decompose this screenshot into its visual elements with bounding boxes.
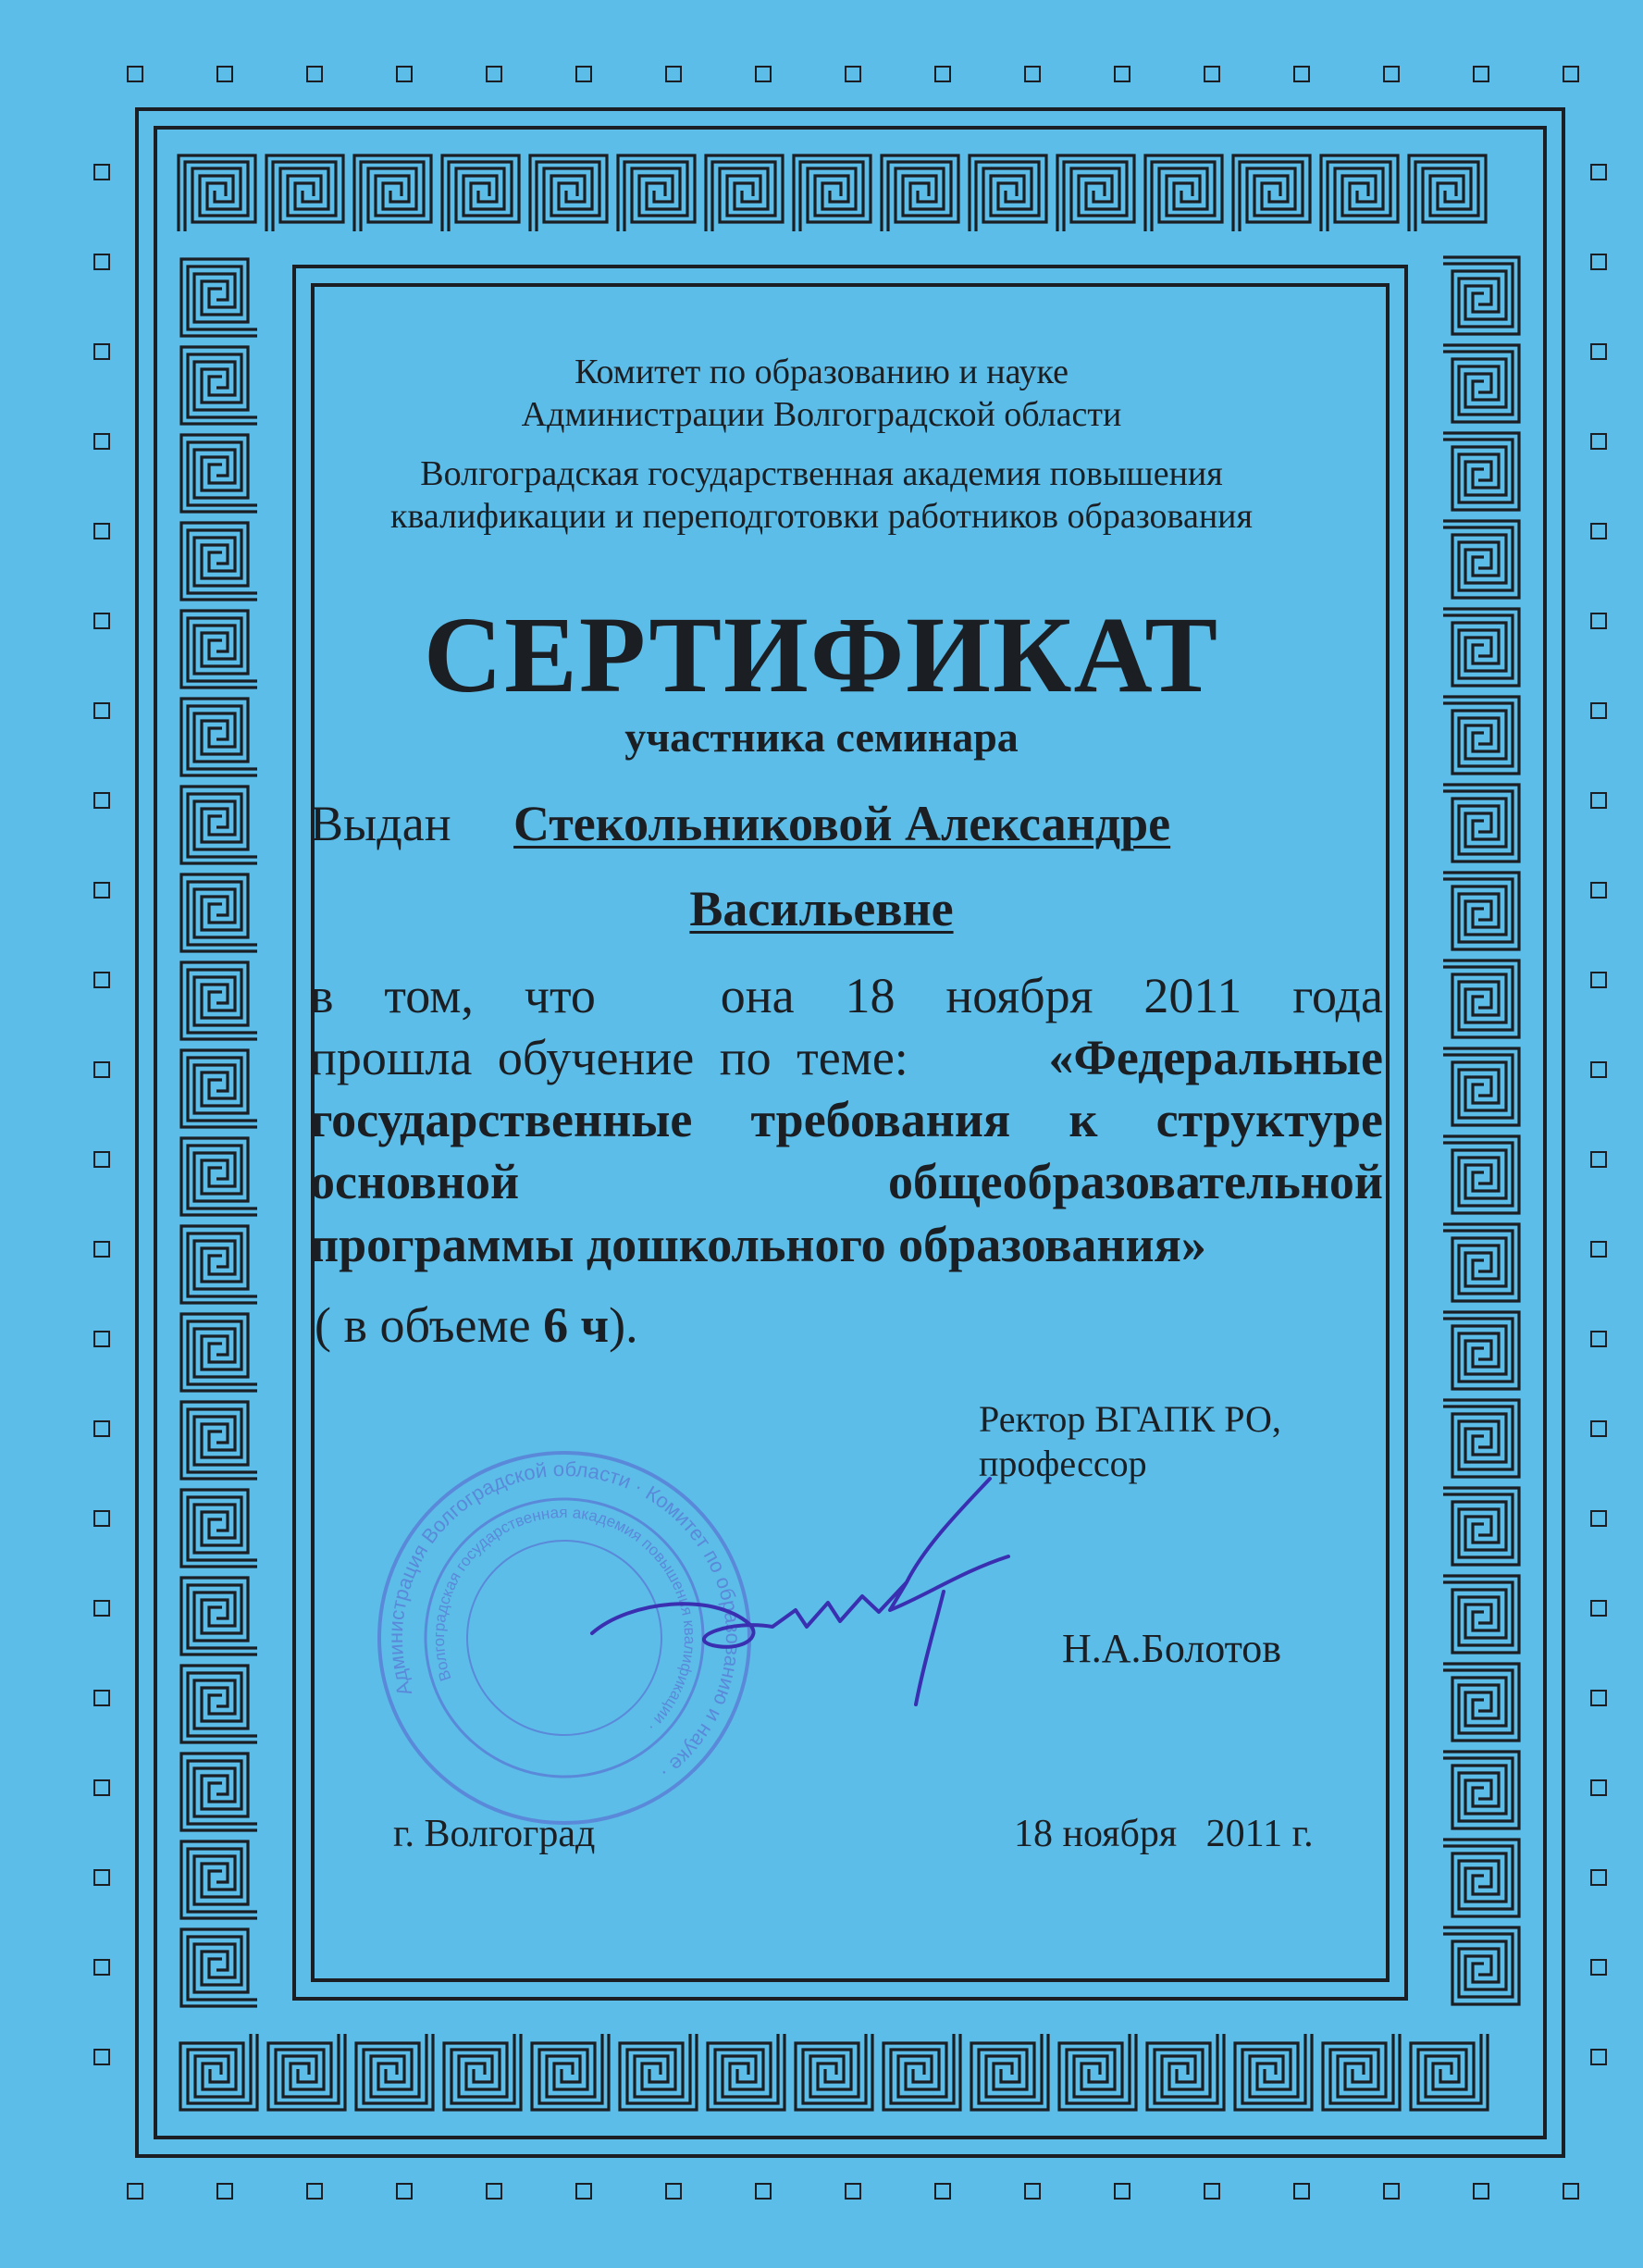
seal-outer-text: Администрация Волгоградской области · Комитет по образованию и науке · [383, 1456, 746, 1785]
meander-tile [181, 1929, 257, 2006]
signatory-title-line2: профессор [979, 1443, 1147, 1484]
meander-tile [181, 1050, 257, 1127]
body-word: в [310, 968, 334, 1023]
meander-tile [1443, 785, 1519, 861]
meander-tile [1235, 2034, 1312, 2110]
meander-tile [444, 2034, 521, 2110]
volume-suffix: ). [609, 1297, 638, 1353]
meander-tile [181, 962, 257, 1039]
issue-city: г. Волгоград [393, 1813, 596, 1855]
meander-tile [530, 155, 607, 231]
meander-tile [620, 2034, 697, 2110]
topic-word: общеобразовательной [888, 1154, 1383, 1209]
body-word: ноября [945, 968, 1093, 1023]
topic-word: основной [310, 1154, 520, 1209]
meander-tile [179, 155, 255, 231]
meander-tile [442, 155, 519, 231]
body-word: она [720, 968, 795, 1023]
meander-tile [181, 259, 257, 336]
meander-tile [181, 1754, 257, 1830]
topic-word: структуре [1155, 1092, 1383, 1147]
meander-tile [356, 2034, 433, 2110]
meander-tile [883, 2034, 960, 2110]
committee-name-line1: Комитет по образованию и науке [574, 353, 1069, 391]
issued-label: Выдан [310, 796, 451, 851]
signature [574, 1462, 1092, 1740]
body-row-5: программы дошкольного образования» [310, 1217, 1206, 1272]
academy-name-line1: Волгоградская государственная академия повышения [420, 454, 1223, 493]
meander-tile [354, 155, 431, 231]
meander-tile [618, 155, 695, 231]
meander-tile [882, 155, 958, 231]
meander-tile [181, 1578, 257, 1655]
meander-tile [1443, 1488, 1519, 1565]
meander-tile [181, 1490, 257, 1567]
topic-word: государственные [310, 1092, 693, 1147]
meander-tile [796, 2034, 872, 2110]
meander-tile [1443, 1664, 1519, 1741]
meander-tile [1059, 2034, 1136, 2110]
meander-tile [1233, 155, 1310, 231]
body-word: 2011 [1143, 968, 1242, 1023]
meander-tile [181, 1666, 257, 1742]
meander-tile [708, 2034, 784, 2110]
meander-tile [268, 2034, 345, 2110]
meander-tile [181, 1841, 257, 1918]
body-row-2 [310, 1029, 1383, 1086]
meander-tile [1321, 155, 1398, 231]
meander-tile [181, 1402, 257, 1479]
topic-word: к [1069, 1092, 1098, 1147]
meander-tile [971, 2034, 1048, 2110]
academy-name-line2: квалификации и переподготовки работников образования [390, 497, 1253, 536]
meander-tile [1443, 1312, 1519, 1389]
signatory-title-line1: Ректор ВГАПК РО, [979, 1398, 1281, 1440]
body-word: что [524, 968, 596, 1023]
issue-date: 18 ноября 2011 г. [1014, 1813, 1314, 1855]
volume-value: 6 ч [543, 1297, 610, 1353]
body-row-3 [310, 1091, 1383, 1148]
meander-tile [1443, 1927, 1519, 2004]
meander-tile [1443, 1048, 1519, 1125]
meander-tile [706, 155, 783, 231]
meander-tile [180, 2034, 257, 2110]
seal-inner-text: Волгоградская государственная академия повышения квалификации · [429, 1503, 699, 1736]
body-word: года [1292, 968, 1383, 1023]
body-row-1 [310, 967, 1383, 1024]
committee-name-line2: Администрации Волгоградской области [521, 395, 1122, 434]
body-row-4 [310, 1153, 1383, 1210]
meander-tile [970, 155, 1046, 231]
meander-tile [1443, 1752, 1519, 1828]
meander-tile [794, 155, 871, 231]
meander-tile [532, 2034, 609, 2110]
recipient-name-line2: Васильевне [689, 881, 954, 936]
meander-tile [1409, 155, 1486, 231]
meander-tile [1057, 155, 1134, 231]
volume-prefix: ( в объеме [315, 1297, 544, 1353]
meander-tile [1411, 2034, 1488, 2110]
signatory-name: Н.А.Болотов [1062, 1626, 1282, 1671]
meander-tile [1443, 1840, 1519, 1916]
meander-tile [1443, 1400, 1519, 1477]
meander-tile [181, 1314, 257, 1391]
meander-tile [266, 155, 343, 231]
body-word: 18 [845, 968, 896, 1023]
body-word: том, [384, 968, 474, 1023]
body-text: прошла обучение по теме: [310, 1030, 908, 1085]
meander-tile [1147, 2034, 1224, 2110]
topic-word: требования [750, 1092, 1011, 1147]
volume-line [315, 1295, 638, 1355]
meander-tile [1323, 2034, 1400, 2110]
meander-tile [1443, 1576, 1519, 1653]
meander-tile [1443, 257, 1519, 334]
meander-tile [1443, 1224, 1519, 1301]
meander-tile [181, 787, 257, 863]
meander-tile [1145, 155, 1222, 231]
certificate-title: СЕРТИФИКАТ [423, 594, 1220, 715]
recipient-name-line1: Стекольниковой Александре [513, 796, 1171, 851]
meander-tile [1443, 1136, 1519, 1213]
meander-tile [1443, 960, 1519, 1037]
topic-start: «Федеральные [1048, 1030, 1383, 1085]
meander-tile [181, 1138, 257, 1215]
certificate-subtitle: участника семинара [624, 713, 1019, 761]
meander-tile [181, 1226, 257, 1303]
